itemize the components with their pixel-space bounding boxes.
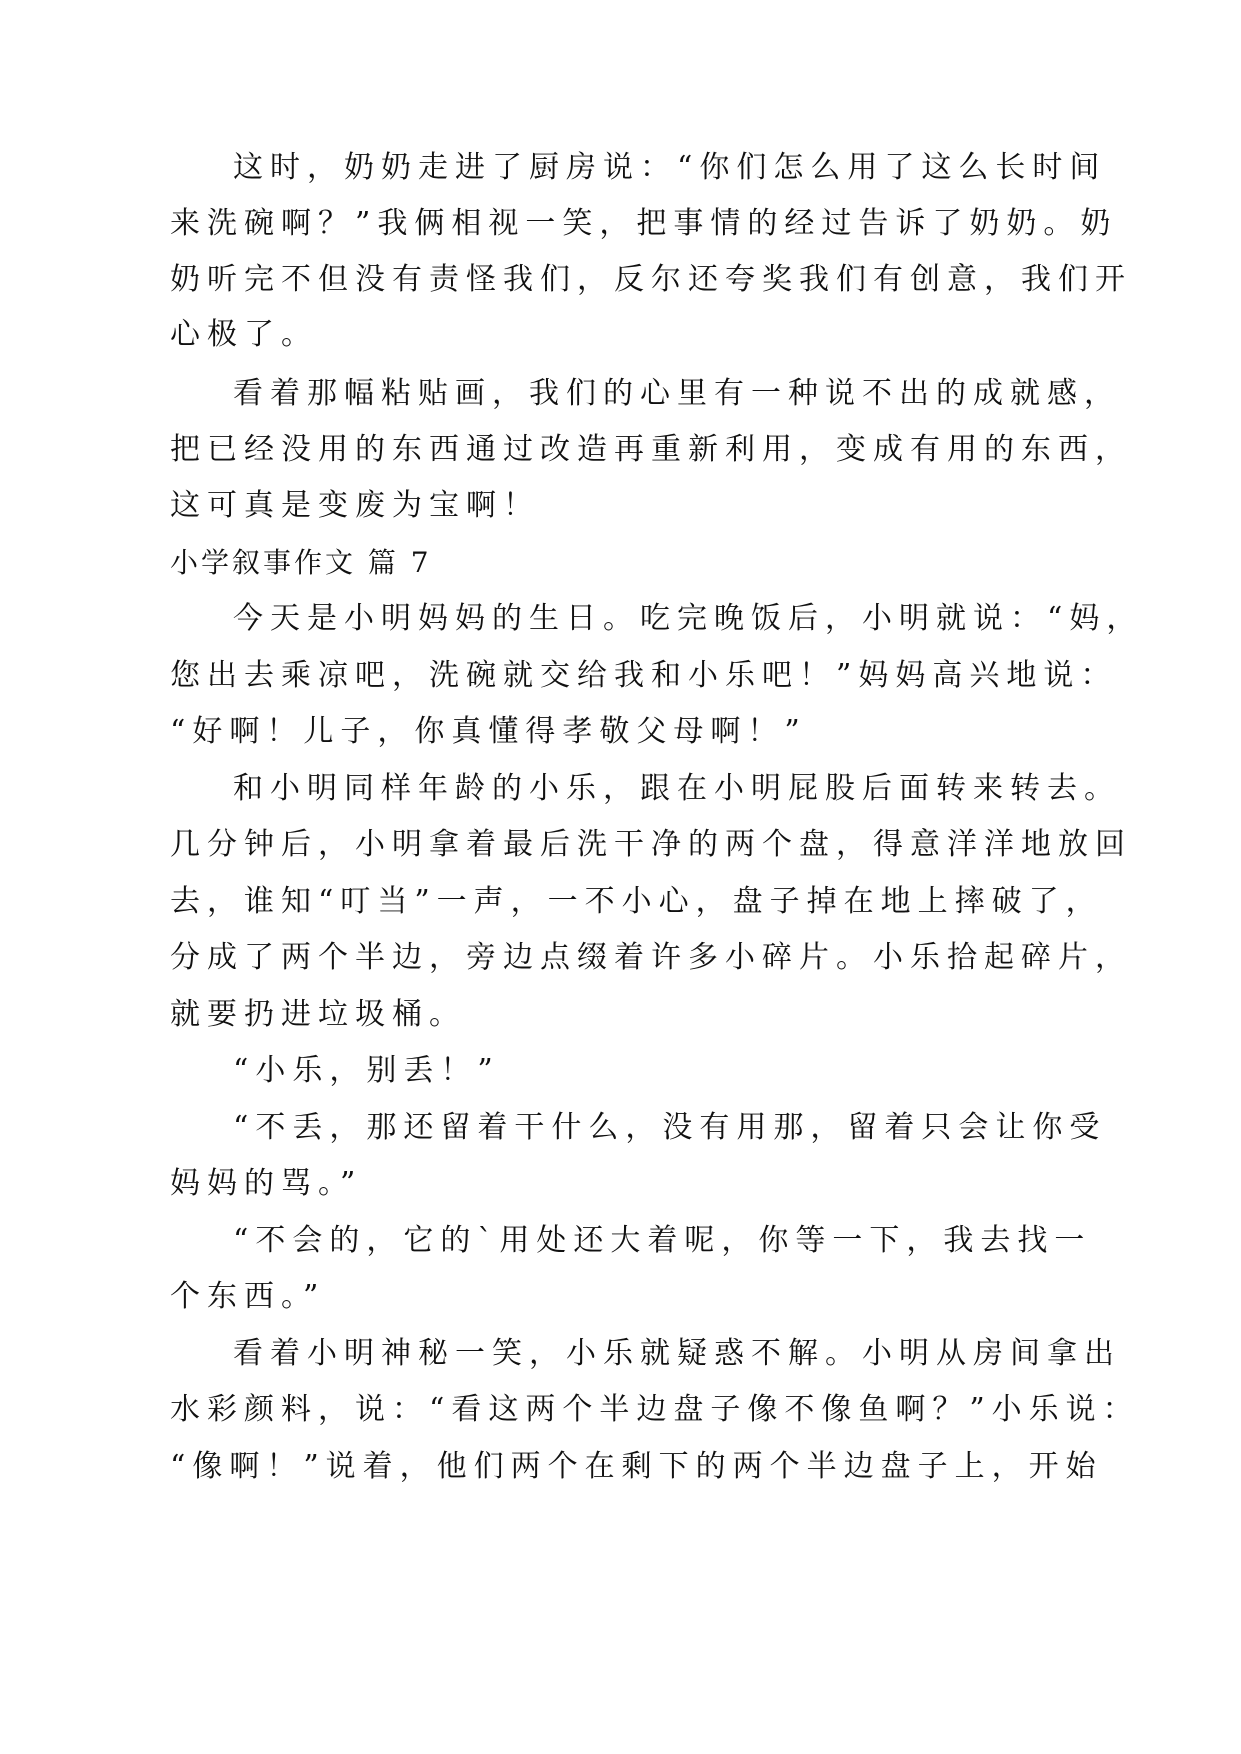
text-line: 奶听完不但没有责怪我们，反尔还夸奖我们有创意，我们开 xyxy=(170,262,1132,297)
text-line: 几分钟后，小明拿着最后洗干净的两个盘，得意洋洋地放回 xyxy=(170,827,1132,862)
text-line: 这可真是变废为宝啊！ xyxy=(170,488,540,523)
section-heading: 小学叙事作文 篇 7 xyxy=(170,546,432,579)
text-line: 今天是小明妈妈的生日。吃完晚饭后，小明就说：“妈， xyxy=(233,601,1144,636)
text-line: 水彩颜料，说：“看这两个半边盘子像不像鱼啊？”小乐说： xyxy=(170,1392,1140,1427)
text-line: 就要扔进垃圾桶。 xyxy=(170,997,466,1032)
text-line: “小乐，别丢！” xyxy=(233,1053,500,1088)
text-line: “像啊！”说着，他们两个在剩下的两个半边盘子上，开始 xyxy=(170,1449,1103,1484)
text-line: 和小明同样年龄的小乐，跟在小明屁股后面转来转去。 xyxy=(233,771,1121,806)
text-line: 把已经没用的东西通过改造再重新利用，变成有用的东西， xyxy=(170,432,1132,467)
text-line: 这时，奶奶走进了厨房说：“你们怎么用了这么长时间 xyxy=(233,150,1107,185)
text-line: 去，谁知“叮当”一声，一不小心，盘子掉在地上摔破了， xyxy=(170,884,1103,919)
text-line: 您出去乘凉吧，洗碗就交给我和小乐吧！”妈妈高兴地说： xyxy=(170,658,1118,693)
text-line: “不会的，它的`用处还大着呢，你等一下，我去找一 xyxy=(233,1223,1092,1258)
text-line: 来洗碗啊？”我俩相视一笑，把事情的经过告诉了奶奶。奶 xyxy=(170,206,1118,241)
text-line: “不丢，那还留着干什么，没有用那，留着只会让你受 xyxy=(233,1110,1107,1145)
text-line: 分成了两个半边，旁边点缀着许多小碎片。小乐拾起碎片， xyxy=(170,940,1132,975)
text-line: 看着小明神秘一笑，小乐就疑惑不解。小明从房间拿出 xyxy=(233,1336,1121,1371)
text-line: 个东西。” xyxy=(170,1279,326,1314)
text-line: 看着那幅粘贴画，我们的心里有一种说不出的成就感， xyxy=(233,376,1121,411)
text-line: 心极了。 xyxy=(170,317,318,352)
text-line: 妈妈的骂。” xyxy=(170,1166,363,1201)
text-line: “好啊！儿子，你真懂得孝敬父母啊！” xyxy=(170,714,807,749)
